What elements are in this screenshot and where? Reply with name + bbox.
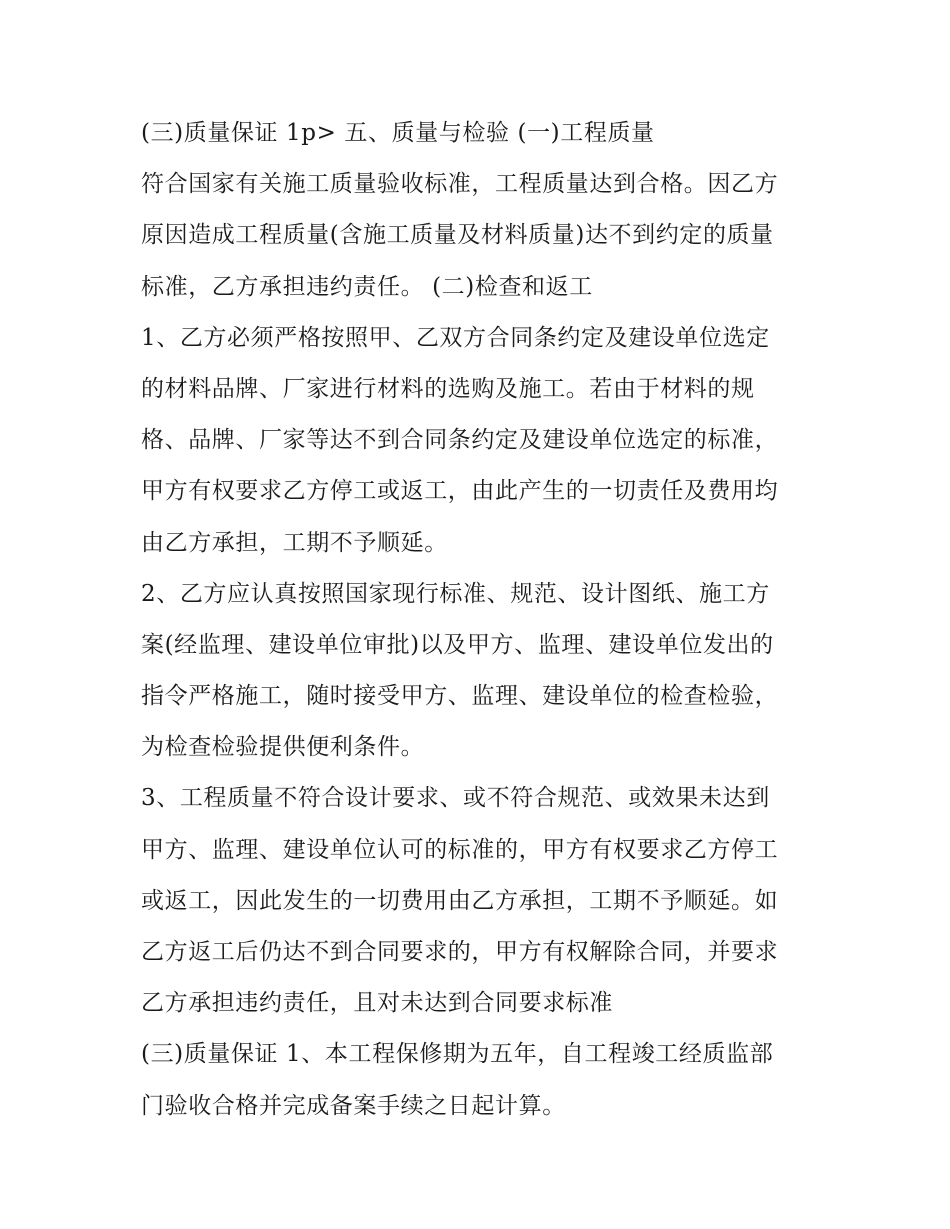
text-line: 的材料品牌、厂家进行材料的选购及施工。若由于材料的规 [141, 375, 755, 402]
text-line: 由乙方承担，工期不予顺延。 [141, 529, 448, 556]
text-line: (三)质量保证 1p> 五、质量与检验 (一)工程质量 [141, 120, 655, 146]
document-body [141, 108, 821, 1132]
text-line: 为检查检验提供便利条件。 [141, 734, 425, 761]
text-line: 2、乙方应认真按照国家现行标准、规范、设计图纸、施工方 [141, 580, 770, 607]
text-line: 门验收合格并完成备案手续之日起计算。 [141, 1092, 566, 1119]
text-line: 甲方有权要求乙方停工或返工，由此产生的一切责任及费用均 [141, 478, 779, 505]
text-line: 甲方、监理、建设单位认可的标准的，甲方有权要求乙方停工 [141, 836, 779, 863]
text-line: 1、乙方必须严格按照甲、乙双方合同条约定及建设单位选定 [141, 324, 770, 351]
text-line: 案(经监理、建设单位审批)以及甲方、监理、建设单位发出的 [141, 631, 774, 658]
text-line: 乙方承担违约责任，且对未达到合同要求标准 [141, 990, 613, 1017]
text-line: 原因造成工程质量(含施工质量及材料质量)达不到约定的质量 [141, 222, 774, 249]
text-line: 或返工，因此发生的一切费用由乙方承担，工期不予顺延。如 [141, 887, 779, 914]
text-line: 格、品牌、厂家等达不到合同条约定及建设单位选定的标准， [141, 427, 779, 454]
text-line: 3、工程质量不符合设计要求、或不符合规范、或效果未达到 [141, 785, 770, 812]
text-line: 乙方返工后仍达不到合同要求的，甲方有权解除合同，并要求 [141, 939, 779, 965]
text-line: 符合国家有关施工质量验收标准，工程质量达到合格。因乙方 [141, 171, 779, 198]
text-line: 指令严格施工，随时接受甲方、监理、建设单位的检查检验， [141, 683, 779, 710]
text-line: 标准，乙方承担违约责任。 (二)检查和返工 [141, 273, 593, 300]
text-line: (三)质量保证 1、本工程保修期为五年，自工程竣工经质监部 [141, 1041, 774, 1068]
